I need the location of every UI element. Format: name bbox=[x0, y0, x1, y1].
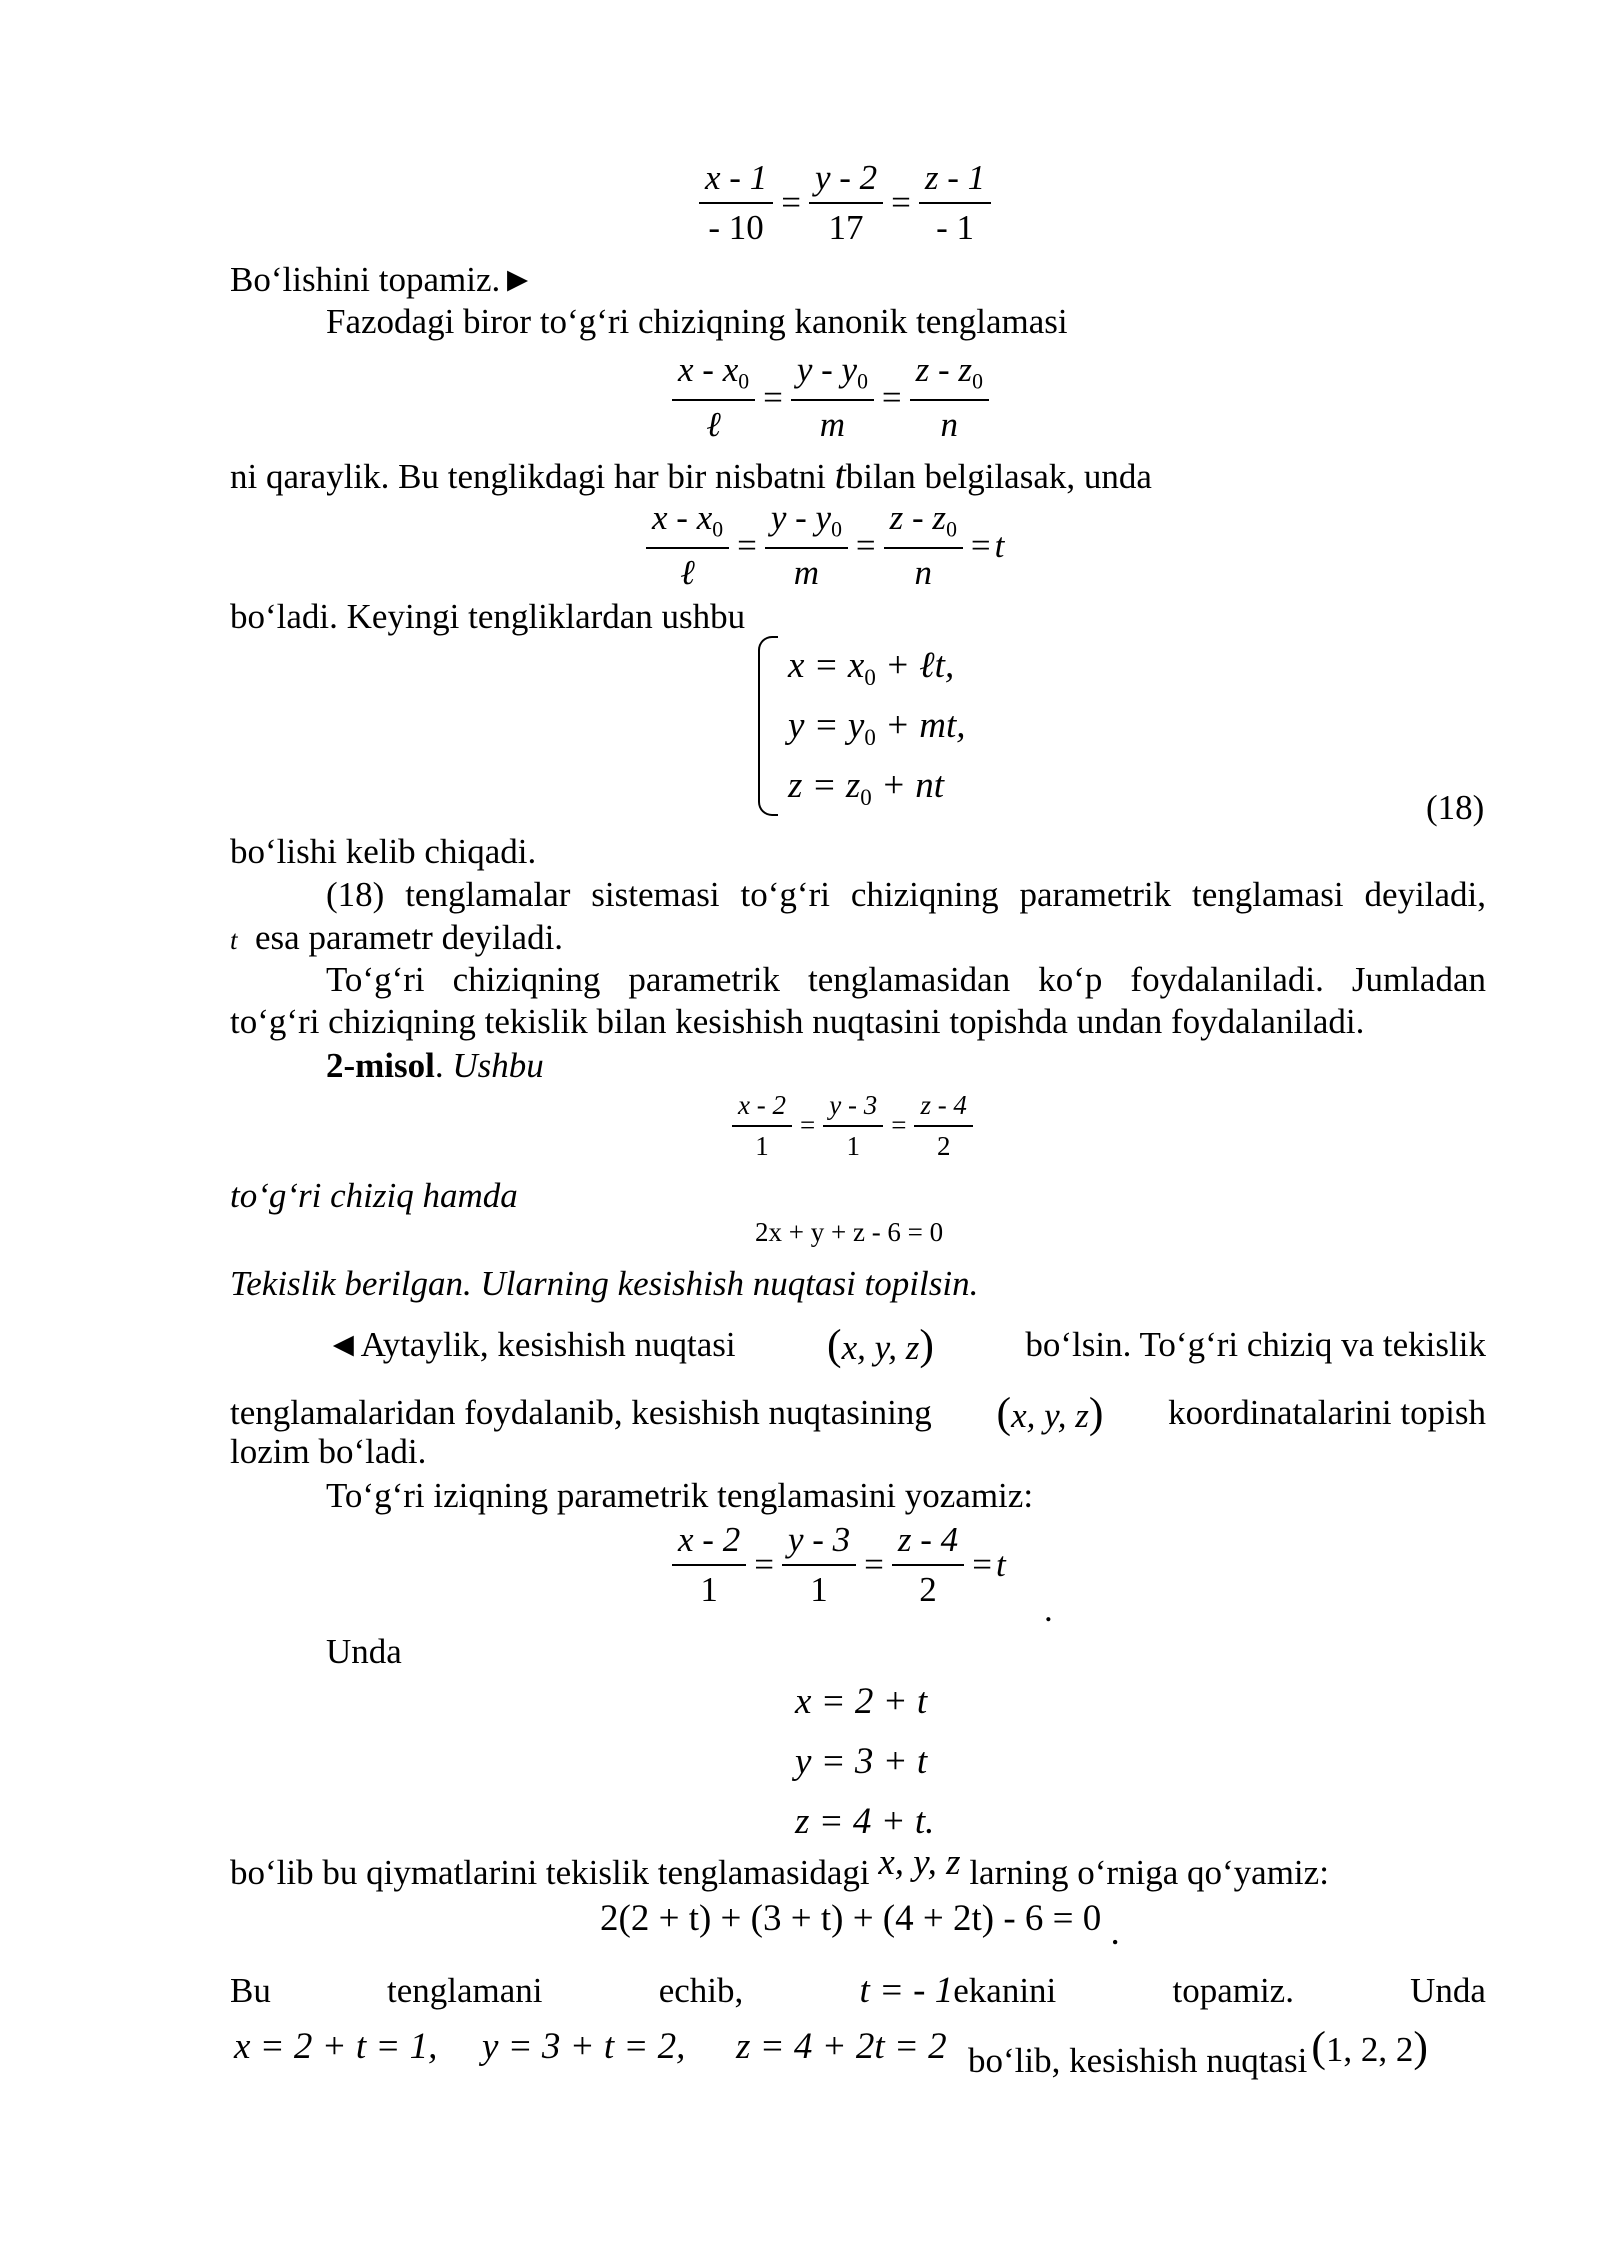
paragraph-6-text-b: esa parametr deyiladi. bbox=[255, 918, 564, 957]
eq1-den3: - 1 bbox=[936, 208, 974, 248]
eq6-den1: 1 bbox=[700, 1570, 718, 1610]
eq4-num2: y - 3 bbox=[823, 1090, 883, 1127]
eq2-num3: z - z bbox=[915, 350, 973, 389]
eq4-den3: 2 bbox=[936, 1131, 951, 1162]
paragraph-10-text-a: ◄Aytaylik, kesishish nuqtasi bbox=[326, 1325, 736, 1365]
paragraph-15-xyz: x, y, z bbox=[878, 1842, 961, 1883]
sys18-line-1: x = x bbox=[788, 645, 865, 686]
eq2-den3: n bbox=[940, 404, 959, 444]
equation-6: $\frac{x - 2}{1}$ = $\frac{y - 3}{1}$ = $\frac{z - 4}{2}$ = t bbox=[668, 1520, 1006, 1611]
eq1-num2: y - 2 bbox=[809, 158, 883, 204]
equation-2: $\frac{x - x_0}{\text{ℓ}}$ = $\frac{y - y_0}{m}$ = $\frac{z - z_0}{n}$ bbox=[668, 350, 993, 445]
paragraph-15-text-a: bo‘lib bu qiymatlarini tekislik tenglamasidagi bbox=[230, 1853, 870, 1892]
eq4-den2: 1 bbox=[846, 1131, 860, 1162]
eq1-num3: z - 1 bbox=[919, 158, 991, 204]
eq2-sub1: 0 bbox=[738, 369, 750, 394]
paragraph-15 bbox=[230, 1842, 1329, 1896]
equation-4: $\frac{x - 2}{1}$ = $\frac{y - 3}{1}$ = $\frac{z - 4}{2}$ bbox=[728, 1090, 977, 1162]
eq6-den2: 1 bbox=[810, 1570, 828, 1610]
equation-number: (18) bbox=[1426, 788, 1485, 827]
eq2-sub3: 0 bbox=[972, 369, 983, 394]
eq3-sub1: 0 bbox=[712, 517, 724, 542]
eq3-num2: y - y bbox=[770, 498, 832, 537]
eq6-num3: z - 4 bbox=[892, 1520, 964, 1566]
paragraph-8: to‘g‘ri chiziq hamda bbox=[230, 1176, 518, 1215]
eq6-num1: x - 2 bbox=[672, 1520, 746, 1566]
paragraph-6b bbox=[230, 916, 563, 960]
paragraph-10-text-b: bo‘lsin. To‘g‘ri chiziq va tekislik bbox=[1025, 1325, 1486, 1365]
p16-word-6: Unda bbox=[1410, 1971, 1486, 2011]
paragraph-9: Tekislik berilgan. Ularning kesishish nuqtasi topilsin. bbox=[230, 1264, 979, 1303]
paragraph-3-text-b: bilan belgilasak, unda bbox=[845, 457, 1152, 496]
equation-7 bbox=[600, 1896, 1120, 1953]
sys2-line-3: z = 4 + t. bbox=[795, 1801, 935, 1842]
example-word: Ushbu bbox=[452, 1046, 544, 1085]
p16-word-5: topamiz. bbox=[1172, 1971, 1294, 2011]
sys18-sub-3: 0 bbox=[860, 785, 872, 811]
sys2-line-1: x = 2 + t bbox=[795, 1681, 928, 1722]
eq3-den3: n bbox=[914, 552, 933, 592]
p17-text: bo‘lib, kesishish nuqtasi bbox=[968, 2041, 1308, 2081]
point-xyz-2-text: x, y, z bbox=[1011, 1396, 1089, 1435]
p16-word-3: echib, bbox=[658, 1971, 744, 2011]
eq3-t: t bbox=[994, 525, 1005, 565]
paragraph-1: Bo‘lishini topamiz.► bbox=[230, 260, 535, 299]
paragraph-12: lozim bo‘ladi. bbox=[230, 1432, 427, 1471]
eq3-den2: m bbox=[793, 552, 819, 592]
eq4-num3: z - 4 bbox=[914, 1090, 973, 1127]
p17-point-text: 1, 2, 2 bbox=[1325, 2030, 1414, 2069]
sys18-tail-3: + nt bbox=[880, 765, 944, 806]
paragraph-17 bbox=[234, 2020, 1486, 2081]
sys18-tail-1: + ℓt, bbox=[885, 645, 955, 686]
sys18-sub-2: 0 bbox=[864, 725, 876, 751]
eq2-num1: x - x bbox=[678, 350, 739, 389]
sys18-tail-2: + mt, bbox=[885, 705, 966, 746]
example-label: 2-misol bbox=[326, 1046, 435, 1085]
eq4-num1: x - 2 bbox=[732, 1090, 792, 1127]
p16-word-2: tenglamani bbox=[387, 1971, 543, 2011]
paragraph-16 bbox=[230, 1968, 1486, 2014]
paragraph-11-text-a: tenglamalaridan foydalanib, kesishish nuqtasining bbox=[230, 1393, 932, 1433]
system-brace bbox=[758, 636, 778, 816]
eq6-num2: y - 3 bbox=[782, 1520, 856, 1566]
eq1-num1: x - 1 bbox=[699, 158, 773, 204]
eq4-den1: 1 bbox=[755, 1131, 769, 1162]
eq6-dot: . bbox=[1044, 1590, 1053, 1629]
paragraph-5: bo‘lishi kelib chiqadi. bbox=[230, 832, 537, 871]
p16-t-text: t = - 1 bbox=[859, 1970, 954, 2011]
paragraph-15-text-b: larning o‘rniga qo‘yamiz: bbox=[969, 1853, 1329, 1892]
paragraph-3-text-a: ni qaraylik. Bu tenglikdagi har bir nisbatni bbox=[230, 457, 826, 496]
paragraph-13: To‘g‘ri iziqning parametrik tenglamasini yozamiz: bbox=[326, 1476, 1034, 1515]
eq2-den1: ℓ bbox=[706, 404, 721, 444]
eq7-dot: . bbox=[1110, 1912, 1120, 1953]
eq3-den1: ℓ bbox=[680, 552, 695, 592]
paragraph-2: Fazodagi biror to‘g‘ri chiziqning kanonik tenglamasi bbox=[326, 302, 1068, 341]
eq3-num3: z - z bbox=[889, 498, 947, 537]
p16-t-value bbox=[859, 1968, 1056, 2014]
paragraph-3-t: t bbox=[834, 452, 846, 497]
example-heading: 2-misol. Ushbu bbox=[326, 1046, 544, 1085]
point-xyz-1: (x, y, z) bbox=[827, 1321, 934, 1369]
eq1-den1: - 10 bbox=[708, 208, 764, 248]
eq7-text: 2(2 + t) + (3 + t) + (4 + 2t) - 6 = 0 bbox=[600, 1898, 1102, 1939]
paragraph-4: bo‘ladi. Keyingi tengliklardan ushbu bbox=[230, 597, 746, 636]
sys18-line-2: y = y bbox=[788, 705, 865, 746]
p16-word-4: ekanini bbox=[953, 1971, 1057, 2010]
paragraph-7a: To‘g‘ri chiziqning parametrik tenglamasidan ko‘p foydalaniladi. Jumladan bbox=[326, 960, 1486, 999]
eq6-den3: 2 bbox=[919, 1570, 937, 1610]
system-2 bbox=[795, 1672, 934, 1852]
eq3-sub2: 0 bbox=[831, 517, 842, 542]
system-18 bbox=[758, 636, 966, 816]
paragraph-6a: (18) tenglamalar sistemasi to‘g‘ri chiziqning parametrik tenglamasi deyiladi, bbox=[326, 875, 1486, 914]
eq3-sub3: 0 bbox=[946, 517, 957, 542]
eq6-t: t bbox=[995, 1545, 1006, 1585]
paragraph-11-text-b: koordinatalarini topish bbox=[1168, 1393, 1486, 1433]
eq1-den2: 17 bbox=[828, 208, 864, 248]
p17-x-value: x = 2 + t = 1, bbox=[234, 2026, 438, 2068]
paragraph-7b: to‘g‘ri chiziqning tekislik bilan kesishish nuqtasini topishda undan foydalaniladi. bbox=[230, 1002, 1365, 1041]
eq2-num2: y - y bbox=[796, 350, 858, 389]
eq2-den2: m bbox=[819, 404, 845, 444]
paragraph-14: Unda bbox=[326, 1632, 402, 1671]
equation-3: $\frac{x - x_0}{\text{ℓ}}$ = $\frac{y - y_0}{m}$ = $\frac{z - z_0}{n}$ = t bbox=[642, 498, 1004, 593]
sys2-line-2: y = 3 + t bbox=[795, 1741, 928, 1782]
equation-5: 2x + y + z - 6 = 0 bbox=[755, 1217, 944, 1247]
eq2-sub2: 0 bbox=[857, 369, 868, 394]
paragraph-6-t: t bbox=[230, 925, 238, 955]
p17-y-value: y = 3 + t = 2, bbox=[482, 2026, 686, 2068]
p16-word-1: Bu bbox=[230, 1971, 271, 2011]
p17-z-value: z = 4 + 2t = 2 bbox=[736, 2026, 947, 2068]
point-xyz-1-text: x, y, z bbox=[841, 1328, 920, 1367]
sys18-line-3: z = z bbox=[788, 765, 861, 806]
eq3-num1: x - x bbox=[652, 498, 713, 537]
sys18-sub-1: 0 bbox=[864, 665, 876, 691]
paragraph-3 bbox=[230, 450, 1152, 500]
paragraph-10 bbox=[326, 1318, 1486, 1373]
p17-point: (1, 2, 2) bbox=[1311, 2023, 1428, 2071]
equation-1: $\frac{x - 1}{- 10}$ = $\frac{y - 2}{17}$ = $\frac{z - 1}{- 1}$ bbox=[695, 158, 995, 249]
point-xyz-2: (x, y, z) bbox=[996, 1389, 1104, 1437]
